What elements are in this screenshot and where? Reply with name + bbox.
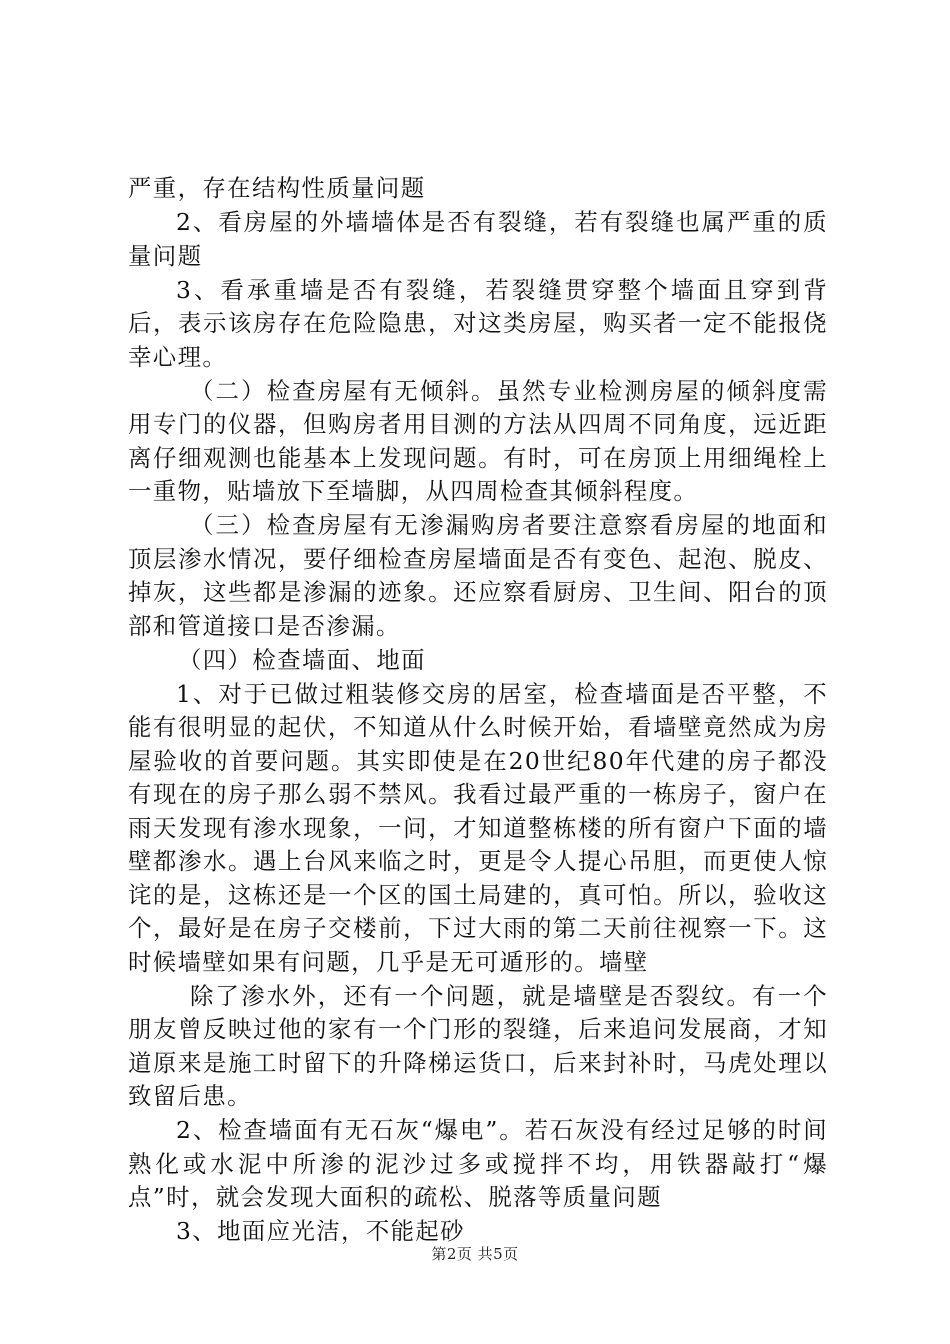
paragraph-continuation: 严重，存在结构性质量问题 (128, 174, 426, 202)
paragraph-item-2-lime-popping: 2、检查墙面有无石灰“爆电”。若石灰没有经过足够的时间熟化或水泥中所渗的泥沙过多或搅拌不均，用铁器敲打“爆点”时，就会发现大面积的疏松、脱落等质量问题 (128, 1116, 828, 1211)
paragraph-item-3-floor: 3、地面应光洁，不能起砂 (176, 1217, 465, 1245)
paragraph-item-1-wall-flatness: 1、对于已做过粗装修交房的居室，检查墙面是否平整，不能有很明显的起伏，不知道从什么时候开始，看墙壁竟然成为房屋验收的首要问题。其实即使是在20世纪80年代建的房子都没有现在的房子那么弱不禁风。我看过最严重的一栋房子，窗户在雨天发现有渗水现象，一问，才知道整栋楼的所有窗户下面的墙壁都渗水。遇上台风来临之时，更是令人提心吊胆，而更使人惊诧的是，这栋还是一个区的国土局建的，真可怕。所以，验收这个，最好是在房子交楼前，下过大雨的第二天前往视察一下。这时候墙壁如果有问题，几乎是无可遁形的。墙壁 (128, 679, 828, 976)
paragraph-section-2-tilt: （二）检查房屋有无倾斜。虽然专业检测房屋的倾斜度需用专门的仪器，但购房者用目测的方法从四周不同角度，远近距离仔细观测也能基本上发现问题。有时，可在房顶上用细绳栓上一重物，贴墙放下至墙脚，从四周检查其倾斜程度。 (128, 376, 828, 505)
paragraph-item-2-exterior-wall: 2、看房屋的外墙墙体是否有裂缝，若有裂缝也属严重的质量问题 (128, 208, 828, 270)
section-heading-4-walls-floors: （四）检查墙面、地面 (178, 645, 426, 674)
page-number-footer: 第2页 共5页 (431, 1245, 519, 1263)
paragraph-section-3-leakage: （三）检查房屋有无渗漏购房者要注意察看房屋的地面和顶层渗水情况，要仔细检查房屋墙面是否有变色、起泡、脱皮、掉灰，这些都是渗漏的迹象。还应察看厨房、卫生间、阳台的顶部和管道接口是否渗漏。 (128, 511, 828, 640)
document-body (128, 172, 828, 1249)
paragraph-item-3-bearing-wall: 3、看承重墙是否有裂缝，若裂缝贯穿整个墙面且穿到背后，表示该房存在危险隐患，对这类房屋，购买者一定不能报侥幸心理。 (128, 275, 828, 371)
paragraph-wall-cracks: 除了渗水外，还有一个问题，就是墙壁是否裂纹。有一个朋友曾反映过他的家有一个门形的裂缝，后来追问发展商，才知道原来是施工时留下的升降梯运货口，后来封补时，马虎处理以致留后患。 (128, 981, 828, 1110)
